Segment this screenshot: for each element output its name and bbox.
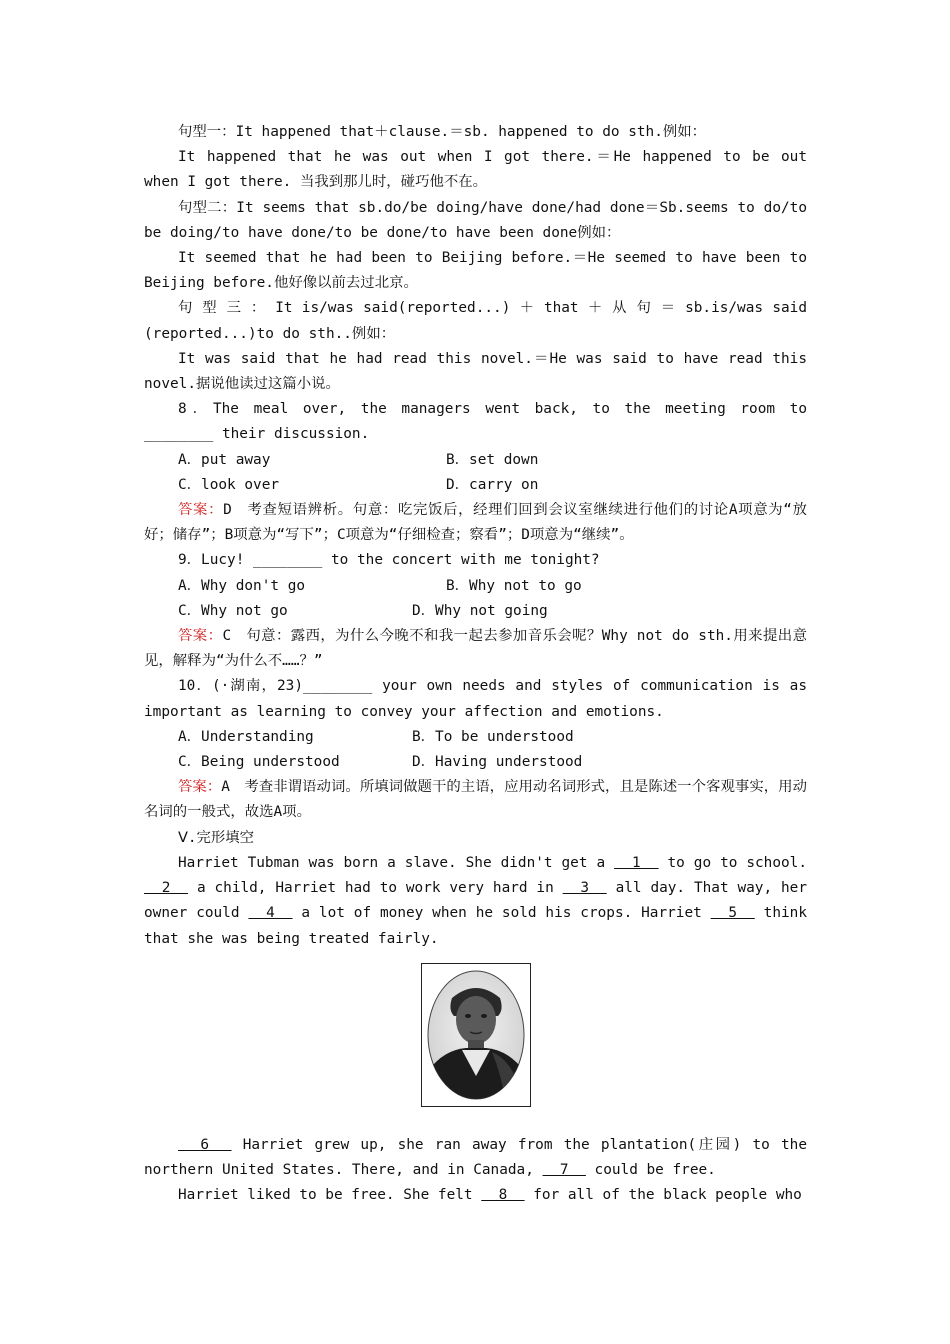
cloze-text: could be free. [585, 1161, 716, 1178]
answer-text: C 句意：露西，为什么今晚不和我一起去参加音乐会呢？Why not do sth.用来提出意见，解释为“为什么不……？” [144, 628, 807, 670]
cloze-text: to go to school. [658, 854, 807, 871]
option-c: C．Being understood [178, 754, 340, 771]
cloze-paragraph-3 [144, 1183, 807, 1208]
answer-label: 答案： [178, 779, 222, 796]
option-c: C．Why not go [178, 602, 288, 619]
question-8-stem: 8．The meal over, the managers went back, to the meeting room to ________ their discussion. [144, 401, 807, 443]
pattern-two-example: It seemed that he had been to Beijing before.＝He seemed to have been to Beijing before.他好像以前去过北京。 [144, 250, 807, 292]
option-d: D．Having understood [412, 754, 583, 771]
cloze-text: all day. That way, her owner could [144, 880, 807, 922]
cloze-text: think that she was being treated fairly. [144, 905, 807, 947]
option-d: D．Why not going [412, 602, 548, 619]
question-9-answer [144, 624, 807, 674]
answer-label: 答案： [178, 628, 223, 645]
option-c: C．look over [178, 476, 280, 493]
option-a: A．Understanding [178, 728, 314, 745]
question-8-options-row2 [144, 473, 807, 498]
cloze-text: for all of the black people who [524, 1187, 802, 1204]
option-b: B．To be understood [412, 728, 574, 745]
question-9-options-row1 [144, 574, 807, 599]
question-8-options-row1 [144, 448, 807, 473]
option-b: B．Why not to go [446, 577, 582, 594]
cloze-text: a lot of money when he sold his crops. Harriet [292, 905, 711, 922]
question-10-stem: 10．(·湖南，23)________ your own needs and styles of communication is as important as learning to convey your affection and emotions. [144, 678, 807, 720]
cloze-text: a child, Harriet had to work very hard in [188, 880, 563, 897]
question-9-options-row2 [144, 599, 807, 624]
cloze-text: Harriet Tubman was born a slave. She didn't get a [178, 854, 615, 871]
document-body [144, 120, 807, 1208]
cloze-text: Harriet liked to be free. She felt [178, 1187, 482, 1204]
question-9-stem: 9．Lucy! ________ to the concert with me tonight? [178, 552, 600, 569]
cloze-paragraph-1 [144, 851, 807, 952]
option-b: B．set down [446, 451, 539, 468]
cloze-text: Harriet grew up, she ran away from the plantation(庄园) to the northern United States. There, and in Canada, [144, 1136, 807, 1178]
pattern-one-example: It happened that he was out when I got there.＝He happened to be out when I got there. 当我到那儿时，碰巧他不在。 [144, 149, 807, 191]
pattern-one-line: 句型一：It happened that＋clause.＝sb. happened to do sth.例如： [178, 124, 707, 140]
question-10-options-row2 [144, 750, 807, 775]
blank-8: 8 [481, 1187, 525, 1204]
portrait-illustration [422, 964, 530, 1106]
option-d: D．carry on [446, 476, 539, 493]
blank-5: 5 [710, 905, 755, 922]
blank-7: 7 [542, 1161, 586, 1178]
section-heading: Ⅴ.完形填空 [178, 829, 255, 846]
blank-3: 3 [562, 880, 607, 897]
portrait-photo [421, 963, 531, 1107]
blank-1: 1 [614, 854, 659, 871]
blank-4: 4 [248, 905, 293, 922]
option-a: A．put away [178, 451, 271, 468]
option-a: A．Why don't go [178, 577, 306, 594]
question-10-options-row1 [144, 725, 807, 750]
answer-label: 答案： [178, 502, 224, 519]
question-8-answer [144, 498, 807, 548]
blank-6: 6 [178, 1136, 232, 1153]
question-10-answer [144, 775, 807, 825]
blank-2: 2 [144, 880, 189, 897]
pattern-two-line: 句型二：It seems that sb.do/be doing/have done/had done＝Sb.seems to do/to be doing/to have done/to be done/to have been done例如： [144, 199, 807, 241]
answer-text: D 考查短语辨析。句意：吃完饭后，经理们回到会议室继续进行他们的讨论A项意为“放好；储存”；B项意为“写下”；C项意为“仔细检查；察看”；D项意为“继续”。 [144, 502, 807, 544]
answer-text: A 考查非谓语动词。所填词做题干的主语，应用动名词形式，且是陈述一个客观事实，用动名词的一般式，故选A项。 [144, 779, 807, 821]
pattern-three-example: It was said that he had read this novel.＝He was said to have read this novel.据说他读过这篇小说。 [144, 350, 807, 393]
pattern-three-line: 句 型 三 ： It is/was said(reported...) ＋ that ＋ 从 句 ＝ sb.is/was said (reported...)to do sth..例如： [144, 300, 807, 342]
cloze-paragraph-2 [144, 1133, 807, 1183]
